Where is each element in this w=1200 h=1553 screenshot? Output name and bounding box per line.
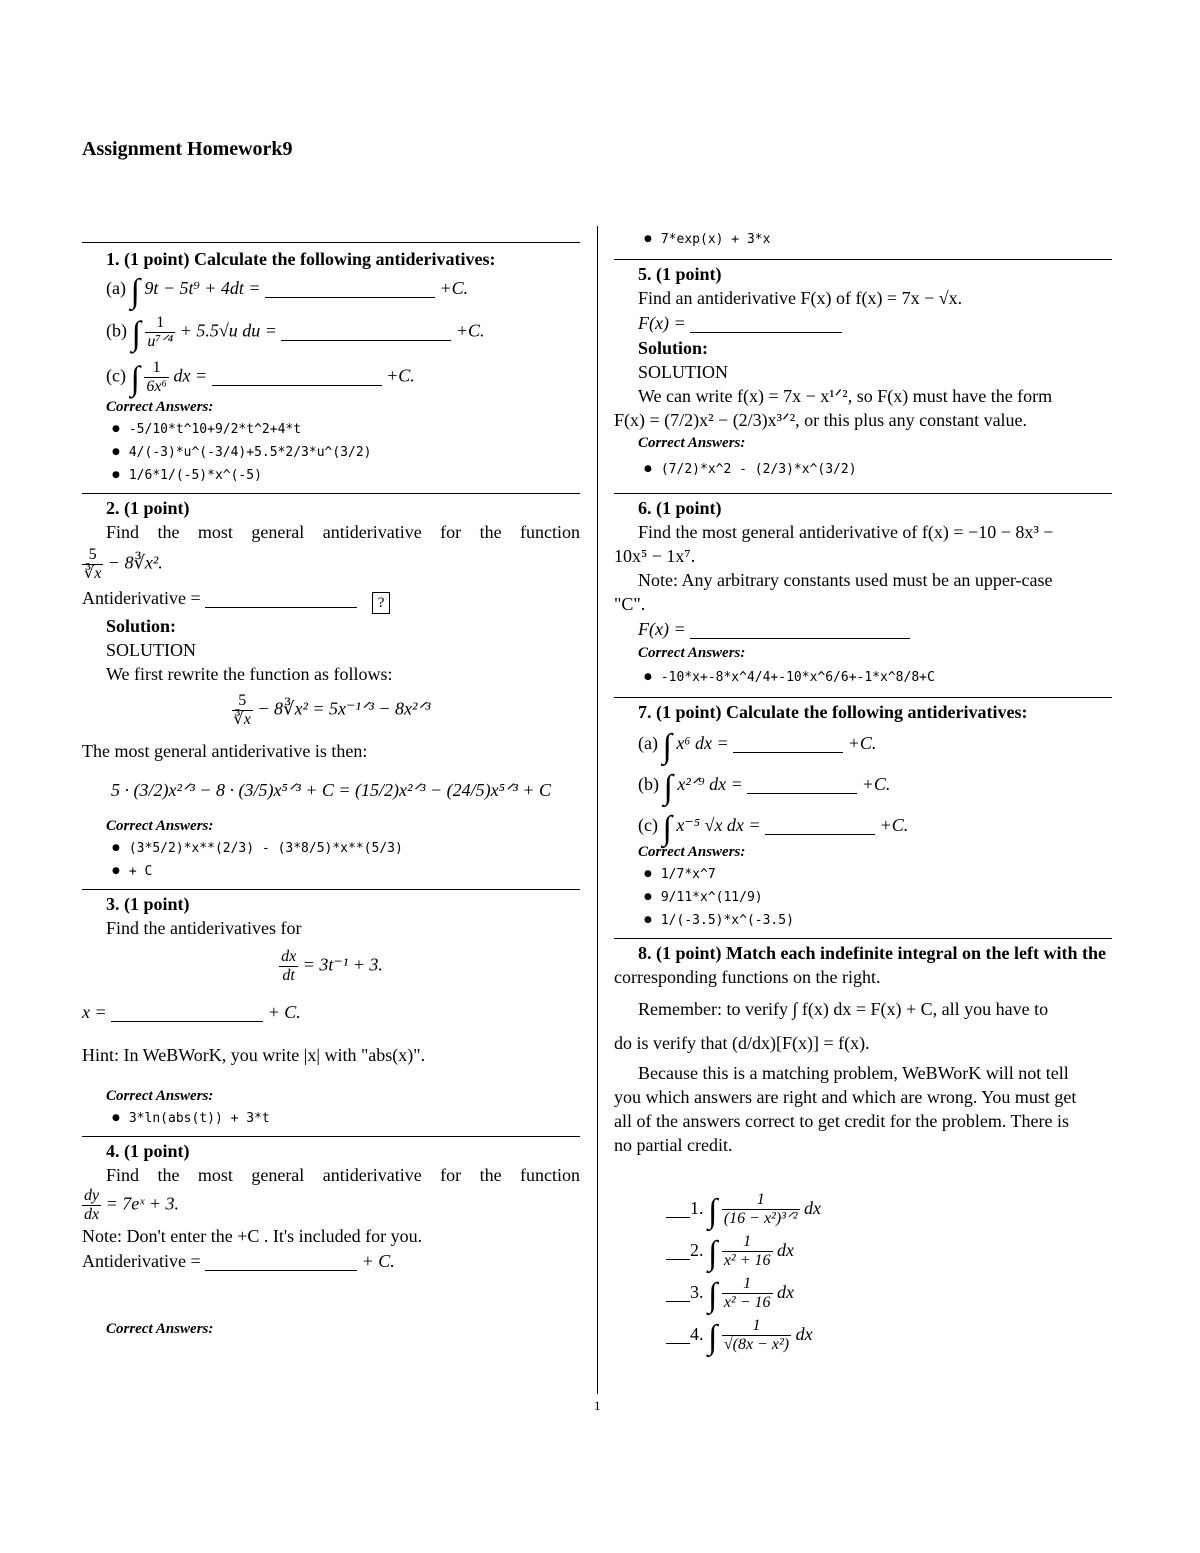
function-expression: − 8∛x². <box>107 552 163 573</box>
answer-item: ● -10*x+-8*x^4/4+-10*x^6/6+-1*x^8/8+C <box>662 666 1112 689</box>
answer-3-field[interactable] <box>111 1003 263 1022</box>
problem-1 <box>82 243 580 487</box>
equation-2: 5 · (3/2)x²ᐟ³ − 8 · (3/5)x⁵ᐟ³ + C = (15/2)x²ᐟ³ − (24/5)x⁵ᐟ³ + C <box>110 780 552 800</box>
answer-list <box>82 837 580 883</box>
problem-5 <box>614 260 1112 481</box>
column-divider <box>597 226 598 1394</box>
problem-7 <box>614 698 1112 932</box>
answer-item: ● 3*ln(abs(t)) + 3*t <box>130 1107 580 1130</box>
integral-sign: ∫ <box>662 810 672 847</box>
antiderivative-label: Antiderivative = <box>82 1251 201 1271</box>
answer-1b-field[interactable] <box>281 322 451 341</box>
correct-answers-label: Correct Answers: <box>638 435 746 451</box>
solution-text: We can write f(x) = 7x − x¹ᐟ², so F(x) must have the form <box>638 386 1053 406</box>
answer-item: ● 9/11*x^(11/9) <box>662 886 1112 909</box>
integral-sign: ∫ <box>708 1277 718 1314</box>
match-2-field[interactable] <box>666 1241 690 1260</box>
plus-c: +C. <box>439 278 469 298</box>
answer-item: ● 1/7*x^7 <box>662 863 1112 886</box>
verify-text: do is verify that (d/dx)[F(x)] = f(x). <box>614 1033 870 1053</box>
problem-8-header-2: corresponding functions on the right. <box>614 967 881 987</box>
integral-sign: ∫ <box>663 769 673 806</box>
plus-c: +C. <box>455 320 485 341</box>
integral-sign: ∫ <box>662 728 672 765</box>
matching-item: 1. ∫ $\frac{1}{\text{(16 − x²)³ᐟ²}}$ dx <box>614 1187 1112 1229</box>
matching-item: 3. ∫ $\frac{1}{\text{x² − 16}}$ dx <box>614 1271 1112 1313</box>
right-column <box>614 226 1112 1355</box>
part-a-expression: x⁶ dx = <box>676 733 729 753</box>
part-b-expression: x²ᐟ⁹ dx = <box>677 774 743 794</box>
problem-8 <box>614 939 1112 1355</box>
part-a-label: (a) <box>638 733 658 753</box>
answer-item: ● 1/(-3.5)*x^(-3.5) <box>662 909 1112 932</box>
fraction: $\frac{1}{\text{x² − 16}}$ <box>723 1275 771 1312</box>
equation: = 3t⁻¹ + 3. <box>302 954 383 975</box>
plus-c: +C. <box>879 815 909 835</box>
problem-3 <box>82 890 580 1130</box>
correct-answers-label: Correct Answers: <box>106 1321 214 1337</box>
f-label: F(x) = <box>638 313 686 333</box>
answer-list <box>82 1107 580 1130</box>
answer-item: ● 4/(-3)*u^(-3/4)+5.5*2/3*u^(3/2) <box>130 441 580 464</box>
part-b-label: (b) <box>106 320 127 341</box>
integral-sign: ∫ <box>708 1319 718 1356</box>
answer-2-field[interactable] <box>205 589 357 608</box>
problem-6-header: 6. (1 point) <box>638 498 722 518</box>
matching-item: 2. ∫ $\frac{1}{\text{x² + 16}}$ dx <box>614 1229 1112 1271</box>
correct-answers-label: Correct Answers: <box>106 818 214 834</box>
part-a-label: (a) <box>106 278 126 298</box>
fraction: $\frac{5}{∛x}$ <box>84 546 102 582</box>
part-c-expression: x⁻⁵ √x dx = <box>676 815 761 835</box>
problem-5-header: 5. (1 point) <box>638 264 722 284</box>
correct-answers-label: Correct Answers: <box>638 645 746 661</box>
answer-4-field[interactable] <box>205 1252 357 1271</box>
problem-2 <box>82 494 580 883</box>
answer-1a-field[interactable] <box>265 279 435 298</box>
answer-list <box>82 418 580 487</box>
problem-2-header: 2. (1 point) <box>106 498 190 518</box>
matching-item: 4. ∫ $\frac{1}{\text{√(8x − x²)}}$ dx <box>614 1313 1112 1355</box>
answer-list <box>614 228 1112 251</box>
fraction: $\frac{dy}{dx}$ <box>84 1187 100 1223</box>
plus-c: +C. <box>847 733 877 753</box>
answer-item: ● -5/10*t^10+9/2*t^2+4*t <box>130 418 580 441</box>
problem-3-header: 3. (1 point) <box>106 894 190 914</box>
note-text-2: "C". <box>614 594 646 614</box>
problem-4-text: Find the most general antiderivative for the function <box>106 1165 580 1185</box>
problem-2-text: Find the most general antiderivative for the function <box>106 522 580 542</box>
problem-7-header: 7. (1 point) Calculate the following antiderivatives: <box>638 702 1028 722</box>
part-c-label: (c) <box>638 815 658 835</box>
paragraph-line: all of the answers correct to get credit for the problem. There is <box>614 1111 1069 1131</box>
fraction: $\frac{dx}{dt}$ <box>281 948 297 984</box>
solution-text-2: F(x) = (7/2)x² − (2/3)x³ᐟ², or this plus any constant value. <box>614 410 1028 430</box>
answer-1c-field[interactable] <box>212 367 382 386</box>
fraction: $\frac{1}{\text{(16 − x²)³ᐟ²}}$ <box>723 1191 798 1228</box>
answer-7a-field[interactable] <box>733 734 843 753</box>
plus-c: +C. <box>386 365 415 386</box>
antiderivative-label: Antiderivative = <box>82 588 201 608</box>
page-number: 1 <box>594 1398 601 1413</box>
f-label: F(x) = <box>638 619 686 639</box>
problem-3-text: Find the antiderivatives for <box>106 918 302 938</box>
answer-5-field[interactable] <box>690 314 842 333</box>
part-a-expression: 9t − 5t⁹ + 4dt = <box>144 278 261 298</box>
equation-1: − 8∛x² = 5x⁻¹ᐟ³ − 8x²ᐟ³ <box>257 698 431 719</box>
answer-item: ● 1/6*1/(-5)*x^(-5) <box>130 464 580 487</box>
note-text: Note: Any arbitrary constants used must be an upper-case <box>638 570 1053 590</box>
part-b-label: (b) <box>638 774 659 794</box>
problem-8-header: 8. (1 point) Match each indefinite integral on the left with the <box>638 943 1106 963</box>
fraction: $\frac{1}{\text{√(8x − x²)}}$ <box>723 1317 790 1354</box>
correct-answers-label: Correct Answers: <box>106 1088 214 1104</box>
answer-6-field[interactable] <box>690 620 910 639</box>
problem-6-text-2: 10x⁵ − 1x⁷. <box>614 546 696 566</box>
solution-label: Solution: <box>106 616 177 636</box>
answer-item: ● + C <box>130 860 580 883</box>
fraction: $\frac{1}{\text{u⁷ᐟ⁴}}$ <box>147 314 174 350</box>
answer-list <box>614 458 1112 481</box>
problem-1-header: 1. (1 point) Calculate the following antiderivatives: <box>106 249 496 269</box>
problem-6-text: Find the most general antiderivative of f(x) = −10 − 8x³ − <box>638 522 1054 542</box>
problem-4-header: 4. (1 point) <box>106 1141 190 1161</box>
fraction: $\frac{1}{\text{6x⁶}}$ <box>146 359 167 395</box>
remember-text: Remember: to verify ∫ f(x) dx = F(x) + C, all you have to <box>638 999 1049 1019</box>
solution-text-2: The most general antiderivative is then: <box>82 741 368 761</box>
paragraph-line: you which answers are right and which are wrong. You must get <box>614 1087 1077 1107</box>
answer-list <box>614 863 1112 932</box>
answer-item: ● (7/2)*x^2 - (2/3)*x^(3/2) <box>662 458 1112 481</box>
problem-4 <box>82 1137 580 1340</box>
note-text: Note: Don't enter the +C . It's included for you. <box>82 1226 423 1246</box>
solution-label: Solution: <box>638 338 709 358</box>
hint-text: Hint: In WeBWorK, you write |x| with "abs(x)". <box>82 1045 426 1065</box>
integral-sign: ∫ <box>708 1193 718 1230</box>
help-button[interactable]: ? <box>372 592 390 614</box>
integral-sign: ∫ <box>131 315 141 353</box>
part-c-label: (c) <box>106 365 126 386</box>
correct-answers-label: Correct Answers: <box>106 399 214 415</box>
page-title: Assignment Homework9 <box>82 138 293 160</box>
solution-word: SOLUTION <box>638 362 728 382</box>
left-column <box>82 226 580 1340</box>
match-1-field[interactable] <box>666 1199 690 1218</box>
answer-7c-field[interactable] <box>765 816 875 835</box>
answer-7b-field[interactable] <box>747 775 857 794</box>
integral-sign: ∫ <box>130 273 140 310</box>
match-4-field[interactable] <box>666 1325 690 1344</box>
match-3-field[interactable] <box>666 1283 690 1302</box>
part-c-expression: dx = <box>173 365 208 386</box>
plus-c: + C. <box>267 1002 301 1022</box>
solution-text: We first rewrite the function as follows: <box>106 664 393 684</box>
answer-list <box>614 666 1112 689</box>
fraction: $\frac{1}{\text{x² + 16}}$ <box>723 1233 771 1270</box>
problem-6 <box>614 494 1112 689</box>
problem-5-text: Find an antiderivative F(x) of f(x) = 7x − √x. <box>638 288 963 308</box>
plus-c: + C. <box>361 1251 395 1271</box>
solution-word: SOLUTION <box>106 640 196 660</box>
integral-sign: ∫ <box>708 1235 718 1272</box>
part-b-expression: + 5.5√u du = <box>179 320 277 341</box>
x-label: x = <box>82 1002 107 1022</box>
paragraph-line: Because this is a matching problem, WeBWorK will not tell <box>638 1063 1069 1083</box>
answer-item: ● (3*5/2)*x**(2/3) - (3*8/5)*x**(5/3) <box>130 837 580 860</box>
fraction: $\frac{5}{∛x}$ <box>233 692 251 728</box>
correct-answers-label: Correct Answers: <box>638 844 746 860</box>
paragraph-line: no partial credit. <box>614 1135 733 1155</box>
plus-c: +C. <box>861 774 891 794</box>
answer-item: ● 7*exp(x) + 3*x <box>662 228 1112 251</box>
matching-list <box>614 1187 1112 1355</box>
equation: = 7eˣ + 3. <box>105 1193 179 1214</box>
integral-sign: ∫ <box>130 360 140 398</box>
